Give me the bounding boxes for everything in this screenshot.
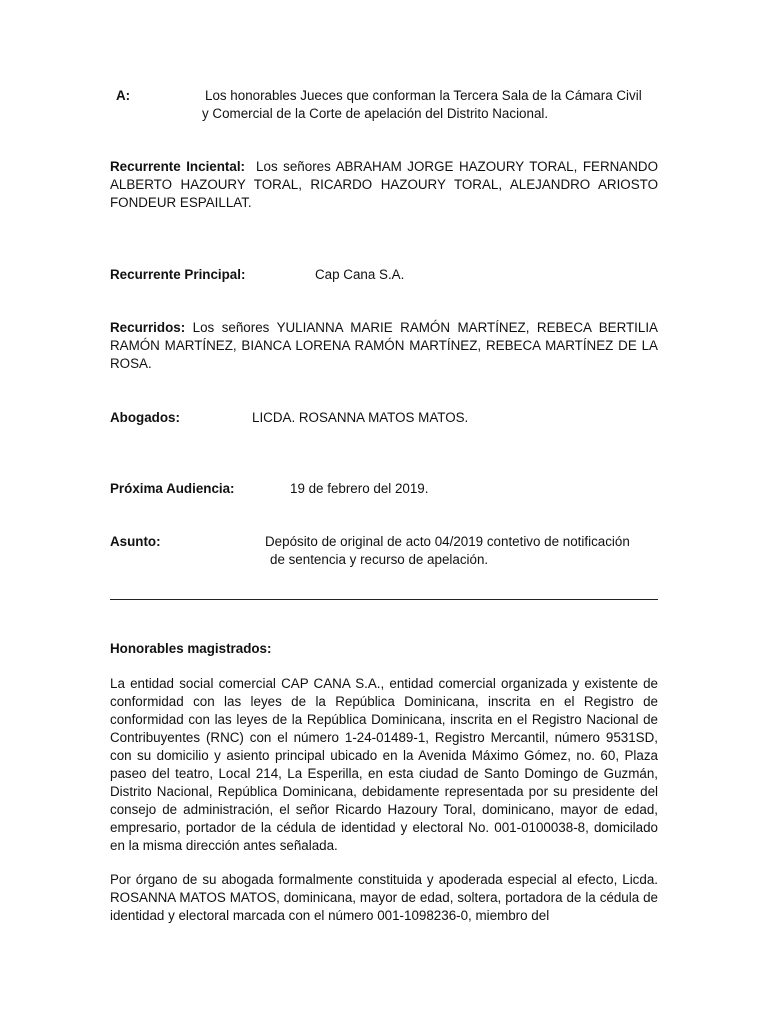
subject-label: Asunto: bbox=[110, 534, 161, 549]
principal-value: Cap Cana S.A. bbox=[315, 267, 405, 282]
hearing-label: Próxima Audiencia: bbox=[110, 481, 235, 496]
lawyers-value: LICDA. ROSANNA MATOS MATOS. bbox=[252, 410, 469, 425]
respondents-text: Los señores YULIANNA MARIE RAMÓN MARTÍNEZ, REBECA BERTILIA RAMÓN MARTÍNEZ, BIANCA LORENA RAMÓN MARTÍNEZ, REBECA MARTÍNEZ DE LA ROSA. bbox=[110, 320, 658, 371]
to-label: A: bbox=[116, 88, 131, 103]
subject-line-2: de sentencia y recurso de apelación. bbox=[270, 552, 489, 567]
incidental-label: Recurrente Inciental: bbox=[110, 159, 245, 174]
body-paragraph-2: Por órgano de su abogada formalmente constituida y apoderada especial al efecto, Licda. ROSANNA MATOS MATOS, dominicana, mayor de edad, soltera, portadora de la cédula de identidad y electoral marcada con el número 001-1098236-0, miembro del bbox=[110, 872, 658, 923]
subject-line-1: Depósito de original de acto 04/2019 contetivo de notificación bbox=[265, 534, 630, 549]
incidental-block bbox=[110, 158, 658, 212]
incidental-text: Los señores ABRAHAM JORGE HAZOURY TORAL, FERNANDO ALBERTO HAZOURY TORAL, RICARDO HAZOURY TORAL, ALEJANDRO ARIOSTO FONDEUR ESPAILLAT. bbox=[110, 159, 658, 210]
to-line-1: Los honorables Jueces que conforman la Tercera Sala de la Cámara Civil bbox=[205, 88, 642, 103]
respondents-label: Recurridos: bbox=[110, 320, 186, 335]
principal-label: Recurrente Principal: bbox=[110, 267, 246, 282]
body-paragraph-1: La entidad social comercial CAP CANA S.A., entidad comercial organizada y existente de conformidad con las leyes de la República Dominicana, inscrita en el Registro de conformidad con las leyes de la República Dominicana, inscrita en el Registro Nacional de Contribuyentes (RNC) con el número 1-24-01489-1, Registro Mercantil, número 9531SD, con su domicilio y asiento principal ubicado en la Avenida Máximo Gómez, no. 60, Plaza paseo del teatro, Local 214, La Esperilla, en esta ciudad de Santo Domingo de Guzmán, Distrito Nacional, República Dominicana, debidamente representada por su presidente del consejo de administración, el señor Ricardo Hazoury Toral, dominicano, mayor de edad, empresario, portador de la cédula de identidad y electoral No. 001-0100038-8, domicilado en la misma dirección antes señalada. bbox=[110, 676, 658, 853]
respondents-block bbox=[110, 319, 658, 373]
lawyers-label: Abogados: bbox=[110, 410, 180, 425]
separator-line bbox=[110, 599, 658, 600]
to-line-2: y Comercial de la Corte de apelación del Distrito Nacional. bbox=[202, 106, 549, 121]
salutation: Honorables magistrados: bbox=[110, 641, 272, 656]
hearing-value: 19 de febrero del 2019. bbox=[290, 481, 429, 496]
